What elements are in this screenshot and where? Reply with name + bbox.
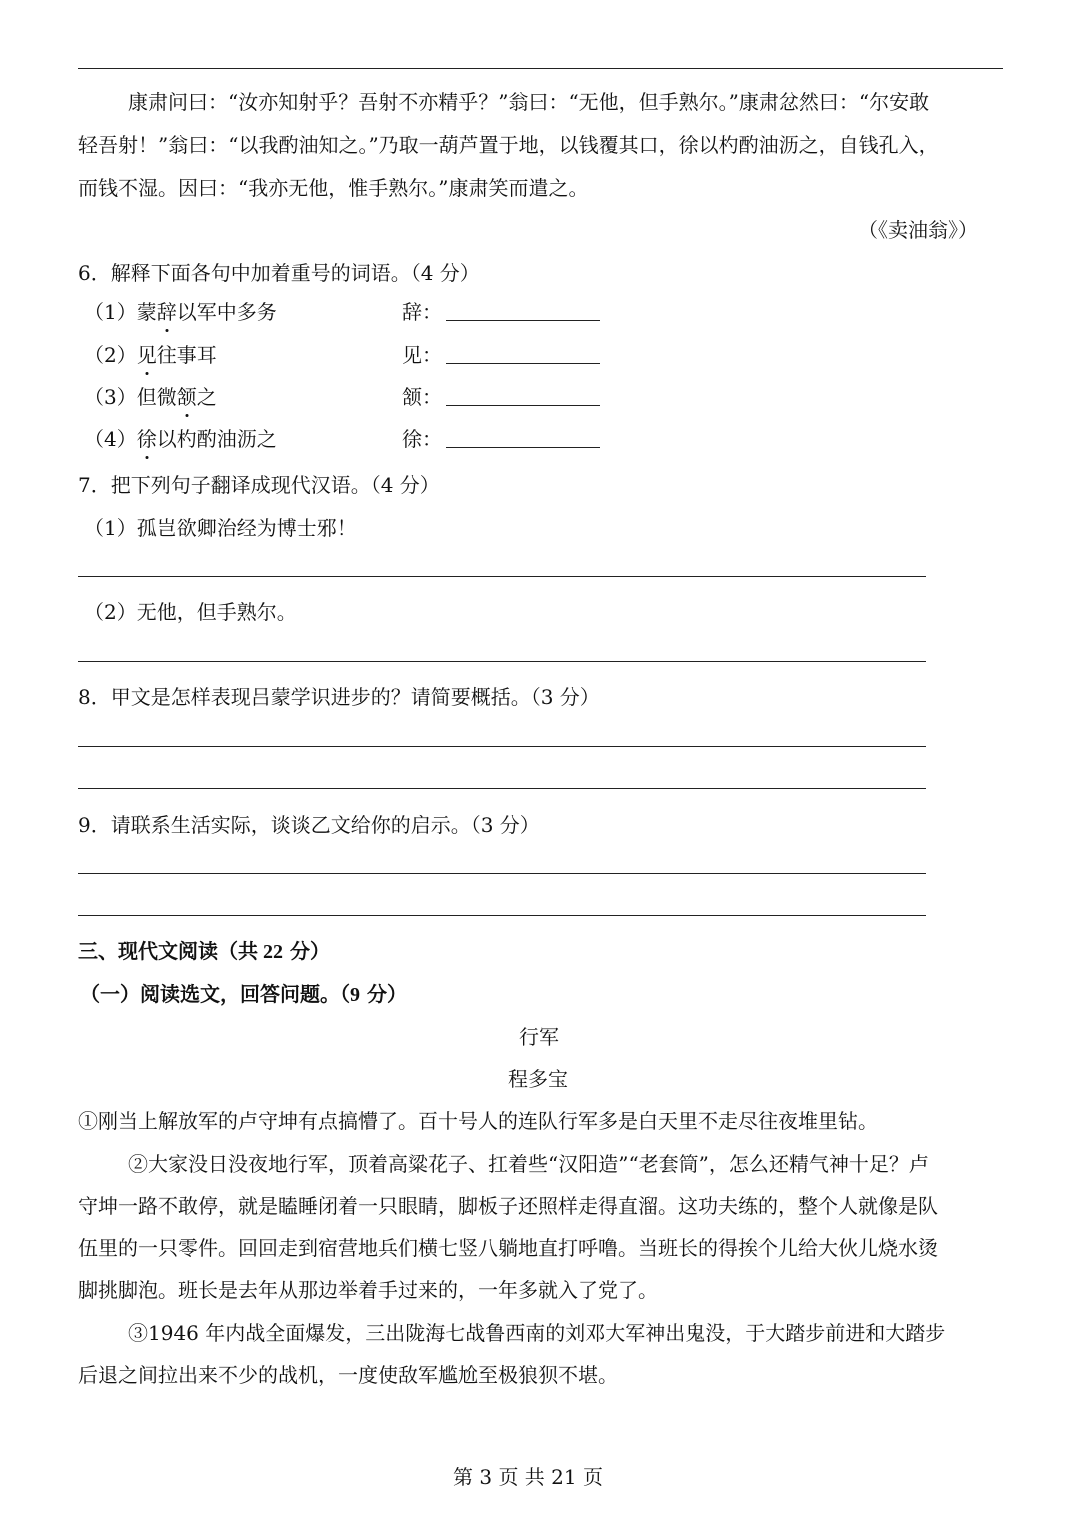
q6-item-4: （4）徐以杓酌油沥之 徐： bbox=[84, 423, 604, 452]
q7-sentence-2: （2）无他，但手熟尔。 bbox=[84, 600, 297, 624]
answer-blank-4[interactable] bbox=[446, 429, 600, 448]
page-number: 第 3 页 共 21 页 bbox=[453, 1465, 603, 1489]
article-p3-line-1: ③1946 年内战全面爆发，三出陇海七战鲁西南的刘邓大军神出鬼没，于大踏步前进和大踏步 bbox=[128, 1321, 946, 1345]
answer-blank-3[interactable] bbox=[446, 387, 600, 406]
article-p2-line-3: 伍里的一只零件。回回走到宿营地兵们横七竖八躺地直打呼噜。当班长的得挨个儿给大伙儿烧水烫 bbox=[78, 1236, 938, 1260]
passage-line-2: 轻吾射！”翁曰：“以我酌油知之。”乃取一葫芦置于地，以钱覆其口，徐以杓酌油沥之，自钱孔入， bbox=[78, 133, 939, 157]
passage-line-1: 康肃问曰：“汝亦知射乎？吾射不亦精乎？”翁曰：“无他，但手熟尔。”康肃忿然曰：“尔安敢 bbox=[128, 90, 930, 114]
answer-line-q9-2[interactable] bbox=[78, 915, 926, 916]
answer-line-q7-2[interactable] bbox=[78, 661, 926, 662]
q6-item-2: （2）见往事耳 见： bbox=[84, 339, 604, 368]
q7-title: 7．把下列句子翻译成现代汉语。（4 分） bbox=[78, 473, 440, 497]
q8-title: 8．甲文是怎样表现吕蒙学识进步的？请简要概括。（3 分） bbox=[78, 685, 600, 709]
article-p2-line-2: 守坤一路不敢停，就是瞌睡闭着一只眼睛，脚板子还照样走得直溜。这功夫练的，整个人就像是队 bbox=[78, 1194, 938, 1218]
answer-line-q7-1[interactable] bbox=[78, 576, 926, 577]
emphasis-char: 见 bbox=[137, 339, 157, 368]
answer-blank-2[interactable] bbox=[446, 345, 600, 364]
subsection-1-heading: （一）阅读选文，回答问题。（9 分） bbox=[80, 982, 407, 1006]
answer-line-q8-2[interactable] bbox=[78, 788, 926, 789]
header-rule bbox=[78, 68, 1003, 69]
q6-title: 6．解释下面各句中加着重号的词语。（4 分） bbox=[78, 261, 480, 285]
q6-item-1: （1）蒙辞以军中多务 辞： bbox=[84, 296, 604, 325]
article-title: 行军 bbox=[519, 1025, 559, 1049]
q7-sentence-1: （1）孤岂欲卿治经为博士邪！ bbox=[84, 516, 357, 540]
answer-line-q9-1[interactable] bbox=[78, 873, 926, 874]
article-author: 程多宝 bbox=[508, 1067, 568, 1091]
answer-blank-1[interactable] bbox=[446, 302, 600, 321]
emphasis-char: 颔 bbox=[177, 381, 197, 410]
passage-line-3: 而钱不湿。因曰：“我亦无他，惟手熟尔。”康肃笑而遣之。 bbox=[78, 176, 589, 200]
article-p2-line-1: ②大家没日没夜地行军，顶着高粱花子、扛着些“汉阳造”“老套筒”，怎么还精气神十足？卢 bbox=[128, 1152, 929, 1176]
section-3-heading: 三、现代文阅读（共 22 分） bbox=[78, 939, 330, 963]
emphasis-char: 徐 bbox=[137, 423, 157, 452]
article-paragraph-1: ①刚当上解放军的卢守坤有点搞懵了。百十号人的连队行军多是白天里不走尽往夜堆里钻。 bbox=[78, 1109, 878, 1133]
answer-line-q8-1[interactable] bbox=[78, 746, 926, 747]
article-p3-line-2: 后退之间拉出来不少的战机，一度使敌军尴尬至极狼狈不堪。 bbox=[78, 1363, 618, 1387]
q9-title: 9．请联系生活实际，谈谈乙文给你的启示。（3 分） bbox=[78, 813, 540, 837]
emphasis-char: 辞 bbox=[157, 296, 177, 325]
q6-item-3: （3）但微颔之 颔： bbox=[84, 381, 604, 410]
article-p2-line-4: 脚挑脚泡。班长是去年从那边举着手过来的，一年多就入了党了。 bbox=[78, 1278, 658, 1302]
passage-source: （《卖油翁》） bbox=[858, 218, 978, 242]
